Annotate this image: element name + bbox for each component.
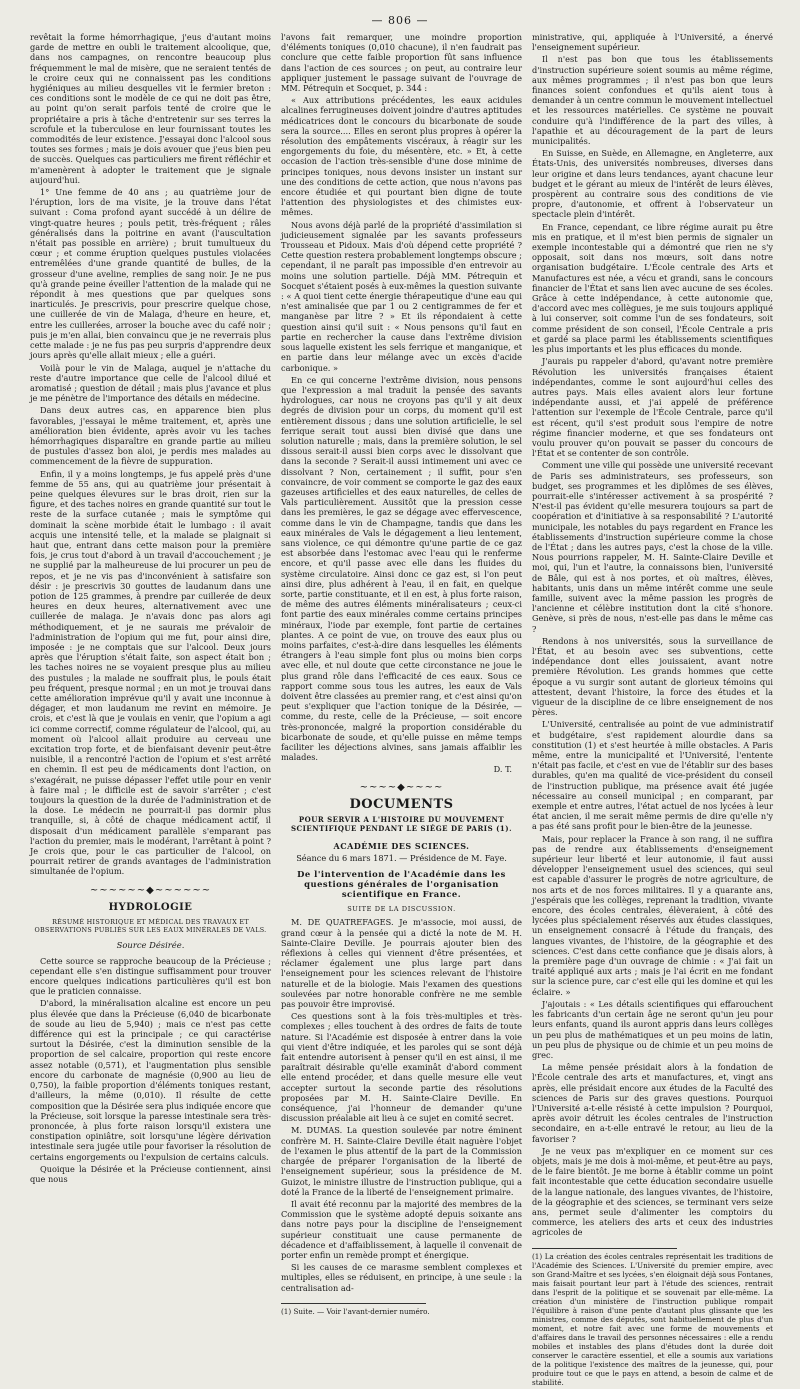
paragraph: Je ne veux pas m'expliquer en ce moment sur ces objets, mais je me dois à moi-même, et peut-être au pays, de le faire bientôt. Je me borne à établir comme un point fait incontestable que cette éducation secondaire usuelle de la langue nationale, des langues vivantes, de l'histoire, de la géographie et des sciences, se terminant vers seize ans, permet seule d'alimenter les comptoirs du commerce, les ateliers des arts et ceux des industries agricoles de [532, 1145, 773, 1238]
paragraph: Si les causes de ce marasme semblent complexes et multiples, elles se réduisent, en principe, à une seule : la centralisation ad- [281, 1262, 522, 1293]
paragraph: Quoique la Désirée et la Précieuse contiennent, ainsi que nous [30, 1163, 271, 1184]
column-right [532, 32, 773, 1389]
paragraph: ministrative, qui, appliquée à l'Université, a énervé l'enseignement supérieur. [532, 32, 773, 53]
section-title-hydrologie: HYDROLOGIE [108, 901, 193, 913]
paragraph: En ce qui concerne l'extrême division, nous pensons que l'expression a mal traduit la pensée des savants hydrologues, car nous ne croyons pas qu'il y ait deux degrés de division pour un corps, du moment qu'il est entièrement dissous ; dans une solution artificielle, le sel ferrique serait tout aussi bien divisé que dans une solution naturelle ; mais, dans la première solution, le sel dissous serait-il aussi bien corps avec le dissolvant que dans la seconde ? Serait-il aussi intimement uni avec ce dissolvant ? Non, certainement ; il suffit, pour s'en convaincre, de voir comment se comporte le gaz des eaux gazeuses artificielles et des eaux naturelles, de celles de Vals particulièrement. Aussitôt que la pression cesse dans les premières, le gaz se dégage avec effervescence, comme dans le vin de Champagne, tandis que dans les eaux minérales de Vals le dégagement a lieu lentement, sans violence, ce qui démontre qu'une partie de ce gaz est absorbée dans l'estomac avec l'eau qui le renferme encore, et qu'il passe avec elle dans les fluides du système circulatoire. Ainsi donc ce gaz est, si l'on peut ainsi dire, plus adhérent à l'eau, il en fait, en quelque sorte, partie constituante, et il en est, à plus forte raison, de même des autres éléments minéralisateurs ; ceux-ci font partie des eaux minérales comme certains principes minéraux, l'iode par exemple, font partie de certaines plantes. A ce point de vue, on trouve des eaux plus ou moins parfaites, c'est-à-dire dans lesquelles les éléments étrangers à l'eau simple font plus ou moins bien corps avec elle, et nul doute que cette circonstance ne joue le plus grand rôle dans l'efficacité de ces eaux. Sous ce rapport comme sous tous les autres, les eaux de Vals doivent être classées au premier rang, et c'est ainsi qu'on peut s'expliquer que l'action tonique de la Désirée, — comme, du reste, celle de la Précieuse, — soit encore très-prononcée, malgré la proportion considérable du bicarbonate de soude, et qu'elle puisse en même temps faciliter les déjections alvines, sans jamais affaiblir les malades. [281, 374, 522, 763]
footnote: (1) La création des écoles centrales représentait les traditions de l'Académie des Sciences. L'Université du premier empire, avec son Grand-Maître et ses lycées, s'en éloignait déjà sous Fontanes, mais faisait pourtant leur part à l'étude des sciences, rentrait dans l'esprit de la politique et se souvenait par elle-même. La création d'un ministère de l'instruction publique rompait l'équilibre à raison d'une pente d'autant plus glissante que les ministres, comme des députés, sont habituellement de plus d'un moment, et notre fait avec une forme de mouvements et d'affaires dans le travail des personnes nécessaires : elle a rendu mobiles et instables des plans d'études dont la durée doit conserver le caractère essentiel, et elle a soumis aux variations de la politique l'existence des maîtres de la jeunesse, qui, pour produire tout ce que le pays en attend, a besoin de calme et de stabilité. [532, 1251, 773, 1387]
paragraph: L'Université, centralisée au point de vue administratif et budgétaire, s'est rapidement alourdie dans sa constitution (1) et s'est heurtée à mille obstacles. A Paris même, entre la municipalité et l'Université, l'entente n'était pas facile, et c'est en vue de l'établir sur des bases durables, qu'en ma qualité de vice-président du conseil de l'instruction publique, ma présence avait été jugée nécessaire au conseil municipal ; en comparant, par exemple et entre autres, l'état actuel de nos lycées à leur état ancien, il me serait même permis de dire qu'elle n'y a pas été sans profit pour le bien-être de la jeunesse. [532, 719, 773, 832]
session-line: Séance du 6 mars 1871. — Présidence de M. Faye. [296, 853, 507, 864]
topic-heading: De l'intervention de l'Académie dans les questions générales de l'organisation scientifique en France. [297, 869, 506, 900]
paragraph: D'abord, la minéralisation alcaline est encore un peu plus élevée que dans la Précieuse (6,040 de bicarbonate de soude au lieu de 5,940) ; mais ce n'est pas cette différence qui est la principale ; ce qui caractérise surtout la Désirée, c'est la diminution sensible de la proportion de sel calcaire, proportion qui reste encore assez notable (0,571), et l'augmentation plus sensible encore du carbonate de magnésie (0,900 au lieu de 0,750), la faible proportion d'éléments toniques restant, d'ailleurs, la même (0,010). Il résulte de cette composition que la Désirée sera plus indiquée encore que la Précieuse, soit lorsque la paresse intestinale sera très-prononcée, à plus forte raison lorsqu'il existera une constipation opiniâtre, soit lorsqu'une légère dérivation intestinale sera jugée utile pour favoriser la résolution de certains engorgements ou l'expulsion de certains calculs. [30, 998, 271, 1162]
page-number: — 806 — [371, 14, 429, 27]
source-heading: Source Désirée. [116, 939, 185, 950]
ornament-divider: ~~~~◆~~~~ [359, 782, 444, 794]
paragraph: Il avait été reconnu par la majorité des membres de la Commission que le système adopté depuis soixante ans dans notre pays pour la discipline de l'enseignement supérieur constituait une cause permanente de décadence et d'affaiblissement, à laquelle il convenait de porter enfin un remède prompt et énergique. [281, 1198, 522, 1260]
paragraph: J'ajoutais : « Les détails scientifiques qui effarouchent les fabricants d'un certain âge ne seront qu'un jeu pour leurs enfants, quand ils auront appris dans leurs collèges un peu plus de mathématiques et un peu moins de latin, un peu plus de physique ou de chimie et un peu moins de grec. [532, 998, 773, 1060]
paragraph: En Suisse, en Suède, en Allemagne, en Angleterre, aux États-Unis, des universités nombreuses, diverses dans leur origine et dans leurs tendances, ayant chacune leur budget et le gérant au mieux de l'intérêt de leurs élèves, prospèrent au contraire sous des conditions de vie propre, d'autonomie, et offrent à l'observateur un spectacle plein d'intérêt. [532, 148, 773, 220]
footnote: (1) Suite. — Voir l'avant-dernier numéro. [281, 1306, 430, 1316]
paragraph: Rendons à nos universités, sous la surveillance de l'État, et au besoin avec ses subventions, cette indépendance dont elles jouissaient, avant notre première Révolution. Les grands hommes que cette époque a vu surgir sont autant de glorieux témoins qui attestent, devant l'histoire, la force des études et la vigueur de la discipline de ce libre enseignement de nos pères. [532, 635, 773, 718]
ornament-divider: ~~~~~~◆~~~~~~ [89, 884, 212, 896]
signature: D. T. [493, 764, 512, 775]
paragraph: Comment une ville qui possède une université recevant de Paris ses administrateurs, ses professeurs, son budget, ses programmes et les diplômes de ses élèves, pourrait-elle s'intéresser activement à sa prospérité ? N'est-il pas évident qu'elle mesurera toujours sa part de coopération et d'initiative à sa responsabilité ? L'autorité municipale, les notables du pays regardent en France les établissements d'instruction supérieure comme la chose de l'État ; dans les autres pays, c'est la chose de la ville. Nous pourrions rappeler, M. H. Sainte-Claire Deville et moi, qui, l'un et l'autre, la connaissons bien, l'université de Bâle, qui est à nos portes, et où maîtres, élèves, habitants, unis dans un même intérêt comme une seule famille, suivent avec la même passion les progrès de l'ancienne et célèbre institution dont la cité s'honore. Genève, si près de nous, n'est-elle pas dans le même cas ? [532, 460, 773, 634]
paragraph: La même pensée présidait alors à la fondation de l'École centrale des arts et manufactures, et, vingt ans après, elle présidait encore aux études de la Faculté des sciences de Paris sur des graves questions. Pourquoi l'Université a-t-elle résisté à cette impulsion ? Pourquoi, après avoir détruit les écoles centrales de l'instruction secondaire, en a-t-elle entravé le retour, au lieu de la favoriser ? [532, 1062, 773, 1144]
section-subtitle: POUR SERVIR A L'HISTOIRE DU MOUVEMENT SCIENTIFIQUE PENDANT LE SIÉGE DE PARIS (1). [290, 815, 513, 834]
paragraph: Enfin, il y a moins longtemps, je fus appelé près d'une femme de 55 ans, qui au quatrième jour présentait à peine quelques élevures sur le bras droit, rien sur la figure, et des taches noires en grande quantité sur tout le reste de la surface cutanée ; mais le symptôme qui dominait la scène morbide était le lumbago : il avait acquis une intensité telle, et la malade se plaignait si haut que, entrant dans cette maison pour la première fois, je crus tout d'abord à un travail d'accouchement ; je ne supplié par la malheureuse de lui procurer un peu de repos, et je ne vis pas d'inconvénient à satisfaire son désir : je prescrivis 30 gouttes de laudanum dans une potion de 125 grammes, à prendre par cuillerée de deux heures en deux heures, alternativement avec une cuillerée de malaga. Je n'avais donc pas alors agi méthodiquement, et je ne saurais me prévaloir de l'administration de l'opium qui me fut, pour ainsi dire, imposée : je ne comptais que sur l'alcool. Deux jours après que l'éruption s'était faite, son aspect était bon ; les taches noires ne se voyaient presque plus au milieu des pustules ; la malade ne souffrait plus, le pouls était peu fréquent, presque normal ; en un mot je trouvai dans cette amélioration imprévue qu'il y avait une inconnue à dégager, et mon laudanum me revint en mémoire. Je crois, et c'est là que je voulais en venir, que l'opium a agi ici comme correctif, comme régulateur de l'alcool, qui, au moment où l'alcool allait produire au cerveau une excitation trop forte, et de bienfaisant devenir peut-être nuisible, il a rencontré l'action de l'opium et s'est arrêté en chemin. Il est peu de médicaments dont l'action, on s'exagérait, ne puisse dépasser l'effet utile pour en venir à faire mal ; le difficile est de savoir s'arrêter ; c'est toujours la question de la durée de l'administration et de la dose. Le médecin ne pourrait-il pas dormir plus tranquille, si, à côté de chaque médicament actif, il disposait d'un médicament parallèle s'emparant pas l'action du premier, mais le modérant, l'arrêtant à point ? Je crois que, pour le cas particulier de l'alcool, on pourrait retirer de grands avantages de l'administration simultanée de l'opium. [30, 468, 271, 877]
columns [30, 32, 774, 1389]
paragraph: M. DUMAS. La question soulevée par notre éminent confrère M. H. Sainte-Claire Deville était naguère l'objet de l'examen le plus attentif de la part de la Commission chargée de préparer l'organisation de la liberté de l'enseignement supérieur, sous la présidence de M. Guizot, le ministre illustre de l'instruction publique, qui a doté la France de la liberté de l'enseignement primaire. [281, 1125, 522, 1197]
section-subtitle: RÉSUMÉ HISTORIQUE ET MÉDICAL DES TRAVAUX ET OBSERVATIONS PUBLIÉS SUR LES EAUX MINÉRALES DE VALS. [34, 917, 267, 934]
paragraph: M. DE QUATREFAGES. Je m'associe, moi aussi, de grand cœur à la pensée qui a dicté la note de M. H. Sainte-Claire Deville. Je pourrais ajouter bien des réflexions à celles qui viennent d'être présentées, et réclamer également une plus large part dans l'enseignement pour les sciences relevant de l'histoire naturelle et de la biologie. Mais l'examen des questions soulevées par notre honorable confrère ne me semble pas pouvoir être improvisé. [281, 917, 522, 1010]
paragraph: Dans deux autres cas, en apparence bien plus favorables, j'essayai le même traitement, et, après une amélioration bien évidente, après avoir vu les taches hémorrhagiques disparaître en grande partie au milieu de pustules d'assez bon aloi, je perdis mes malades au commencement de la fièvre de suppuration. [30, 405, 271, 467]
paragraph: l'avons fait remarquer, une moindre proportion d'éléments toniques (0,010 chacune), il n'en faudrait pas conclure que cette faible proportion fût sans influence dans l'action de ces sources ; on peut, au contraire leur appliquer justement le passage suivant de l'ouvrage de MM. Pétrequin et Socquet, p. 344 : [281, 32, 522, 94]
paragraph: Ces questions sont à la fois très-multiples et très-complexes ; elles touchent à des ordres de faits de toute nature. Si l'Académie est disposée à entrer dans la voie qui vient d'être indiquée, et les paroles qui se sont déjà fait entendre autorisent à penser qu'il en est ainsi, il me paraîtrait désirable qu'elle examinât d'abord comment elle entend procéder, et dans quelle mesure elle veut accepter surtout la seconde partie des résolutions proposées par M. H. Sainte-Claire Deville. En conséquence, j'ai l'honneur de demander qu'une discussion préalable ait lieu à ce sujet en comité secret. [281, 1011, 522, 1124]
paragraph: « Aux attributions précédentes, les eaux acidules alcalines ferrugineuses doivent joindre d'autres aptitudes médicatrices dont le concours du bicarbonate de soude sera la source.... Elles en seront plus propres à opérer la résolution des empâtements viscéraux, à réagir sur les engorgements du foie, du mésentère, etc. » Et, à cette occasion de l'action très-sensible d'une dose minime de principes toniques, nous devons insister un instant sur une des conditions de cette action, que nous n'avons pas encore étudiée et qui pourtant bien digne de toute l'attention des physiologistes et des chimistes eux-mêmes. [281, 95, 522, 218]
footnote-rule [532, 1248, 677, 1249]
section-title-documents: DOCUMENTS [349, 797, 454, 813]
paragraph: Il n'est pas bon que tous les établissements d'instruction supérieure soient soumis au même régime, aux mêmes programmes ; il n'est pas bon que leurs finances soient confondues et qu'ils aient tous à demander à un centre commun le mouvement intellectuel et les ressources matérielles. Ce système ne pouvait conduire qu'à l'indifférence de la part des villes, à l'apathie et au découragement de la part de leurs municipalités. [532, 54, 773, 147]
paragraph: En France, cependant, ce libre régime aurait pu être mis en pratique, et il m'est bien permis de signaler un exemple incontestable qui a démontré que rien ne s'y opposait, soit dans nos mœurs, soit dans notre organisation budgétaire. L'École centrale des Arts et Manufactures est née, a vécu et grandi, sans le concours financier de l'État et sans lien avec aucune de ses écoles. Grâce à cette indépendance, à cette autonomie que, d'accord avec mes collègues, je me suis toujours appliqué à lui conserver, soit comme l'un de ses fondateurs, soit comme président de son conseil, l'École Centrale a pris et gardé sa place parmi les établissements scientifiques les plus importants et les plus efficaces du monde. [532, 221, 773, 355]
footnote-rule [281, 1303, 426, 1304]
academy-title: ACADÉMIE DES SCIENCES. [333, 841, 470, 852]
paragraph: revêtait la forme hémorrhagique, j'eus d'autant moins garde de mettre en oubli le traitement alcoolique, que, dans nos campagnes, on rencontre beaucoup plus fréquemment le mal de misère, que ne seraient tentés de le croire ceux qui ne connaissent pas les conditions hygiéniques au milieu desquelles vit le fermier breton : ces conditions sont le modèle de ce qui ne doit pas être, au point qu'on serait parfois tenté de croire que le propriétaire a pris à tâche d'entretenir sur ses terres la scrofule et la tuberculose en leur fournissant toutes les commodités de leur existence. J'essayai donc l'alcool sous toutes ses formes ; mais je dois avouer que j'eus bien peu de succès. Quelques cas particuliers me firent réfléchir et m'amenèrent à adopter le traitement que je signale aujourd'hui. [30, 32, 271, 185]
paragraph: Mais, pour replacer la France à son rang, il ne suffira pas de rendre aux établissements d'enseignement supérieur leur liberté et leur autonomie, il faut aussi développer l'enseignement usuel des sciences, qui seul est capable d'assurer le progrès de notre agriculture, de nos arts et de nos forces militaires. Il y a quarante ans, j'espérais que les collèges, reprenant la tradition, vivante encore, des écoles centrales, élèveraient, à côté des lycées plus spécialement réservés aux études classiques, un enseignement consacré à l'étude du français, des langues vivantes, de l'histoire, de la géographie et des sciences. C'est dans cette confiance que je disais alors, à la première page d'un ouvrage de chimie : « J'ai fait un traité appliqué aux arts ; mais je l'ai écrit en me fondant sur la science pure, car c'est elle qui les domine et qui les éclaire. » [532, 833, 773, 997]
paragraph: J'aurais pu rappeler d'abord, qu'avant notre première Révolution les universités françaises étaient indépendantes, comme le sont aujourd'hui celles des autres pays. Mais elles avaient alors leur fortune indépendante aussi, et j'ai appelé de préférence l'attention sur l'exemple de l'École Centrale, parce qu'il est récent, qu'il s'est produit sous l'empire de notre régime financier moderne, et que ses fondateurs ont voulu prouver qu'on pouvait se passer du concours de l'État et se contenter de son contrôle. [532, 356, 773, 459]
column-left [30, 32, 271, 1389]
paragraph: Cette source se rapproche beaucoup de la Précieuse ; cependant elle s'en distingue suffisamment pour trouver encore quelques indications particulières qu'il est bon que le praticien connaisse. [30, 955, 271, 997]
paragraph: Nous avons déjà parlé de la propriété d'assimilation si judicieusement signalée par les savants professeurs Trousseau et Pidoux. Mais d'où dépend cette propriété ? Cette question restera probablement longtemps obscure ; cependant, il ne paraît pas impossible d'en entrevoir au moins une solution partielle. Déjà MM. Pétrequin et Socquet s'étaient posés à eux-mêmes la question suivante : « A quoi tient cette énergie thérapeutique d'une eau qui n'est aminalisée que par 1 ou 2 centigrammes de fer et manganèse par litre ? » Et ils répondaient à cette question ainsi qu'il suit : « Nous pensons qu'il faut en partie en rechercher la cause dans l'extrême division sous laquelle existent les sels ferrique et manganique, et en partie dans leur mélange avec un excès d'acide carbonique. » [281, 219, 522, 373]
paragraph: Voilà pour le vin de Malaga, auquel je n'attache du reste d'autre importance que celle de l'alcool dilué et aromatisé ; question de détail ; mais plus j'avance et plus je me pénètre de l'importance des détails en médecine. [30, 362, 271, 404]
suite-line: SUITE DE LA DISCUSSION. [347, 905, 456, 914]
paragraph: 1° Une femme de 40 ans ; au quatrième jour de l'éruption, lors de ma visite, je la trouve dans l'état suivant : Coma profond ayant succédé à un délire de vingt-quatre heures ; pouls petit, très-fréquent ; râles généralisés dans la poitrine en avant (l'auscultation n'était pas possible en arrière) ; bruit tumultueux du cœur ; et comme éruption quelques pustules violacées entremêlées d'une grande quantité de bulles, de la grosseur d'une aveline, remplies de sang noir. Je ne pus qu'à grande peine éveiller l'attention de la malade qui ne répondit à mes questions que par quelques sons inarticulés. Je prescrivis, pour prescrire quelque chose, une cuillerée de vin de Malaga, d'heure en heure, et, entre les cuillerées, arroser la bouche avec du café noir ; puis je m'en allai, bien convaincu que je ne reverrais plus cette malade : je ne fus pas peu surpris d'apprendre deux jours après qu'elle allait mieux ; elle a guéri. [30, 187, 271, 361]
column-middle [281, 32, 522, 1389]
